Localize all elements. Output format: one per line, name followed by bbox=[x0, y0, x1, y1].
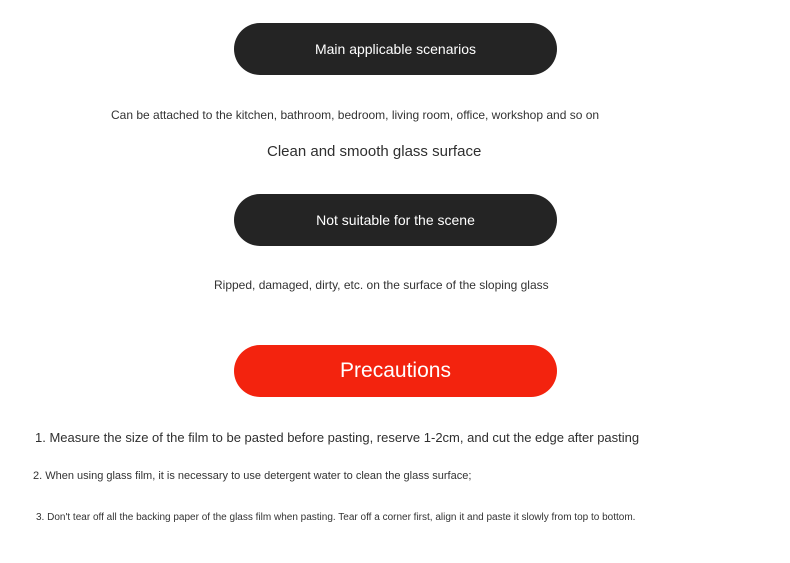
not-suitable-heading bbox=[234, 194, 557, 246]
not-suitable-heading-text: Not suitable for the scene bbox=[316, 212, 475, 228]
precautions-heading-text: Precautions bbox=[340, 359, 451, 382]
applicable-scenarios-heading-text: Main applicable scenarios bbox=[314, 41, 477, 57]
precaution-step-1: 1. Measure the size of the film to be pasted before pasting, reserve 1-2cm, and cut the edge after pasting bbox=[35, 430, 640, 445]
applicable-scenarios-text: Can be attached to the kitchen, bathroom, bedroom, living room, office, workshop and so on bbox=[111, 108, 600, 122]
applicable-surface-text: Clean and smooth glass surface bbox=[267, 143, 482, 160]
precautions-heading bbox=[234, 345, 557, 397]
precaution-step-2: 2. When using glass film, it is necessary to use detergent water to clean the glass surface; bbox=[33, 470, 472, 482]
applicable-scenarios-heading bbox=[234, 23, 557, 75]
precaution-step-3: 3. Don't tear off all the backing paper of the glass film when pasting. Tear off a corner first, align it and paste it slowly from top to bottom. bbox=[36, 512, 636, 523]
not-suitable-text: Ripped, damaged, dirty, etc. on the surface of the sloping glass bbox=[214, 278, 549, 292]
